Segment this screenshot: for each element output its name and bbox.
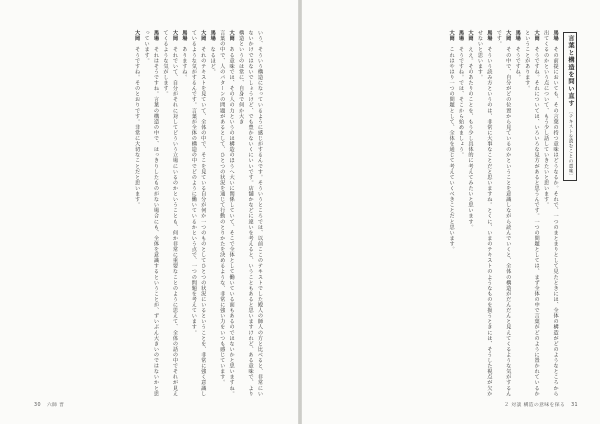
left-page [0, 0, 298, 424]
speaker-label: 大岡 [448, 30, 455, 42]
speaker-label: 馬場 [514, 30, 521, 42]
paragraph [217, 30, 236, 400]
paragraph-text: ある意味では、その人の力というのは構造のほうへ大いに関係していて、そこで全体として働いている面もあるのではないかと思いますね。言葉の中で、人のパターンの問題があるとして、ひとつの状況を通じて行動のとりかたを決めるような、非常に強い力をいつも感じています。 [219, 30, 235, 397]
paragraph [236, 30, 264, 400]
right-page-body [318, 30, 580, 400]
speaker-label: 大岡 [467, 30, 474, 42]
paragraph-text: その中で、自分がどの位置から見ているのかということを意識しながら読んでいくと、全体の構造がだんだんと見えてくるような気がするんです。 [495, 30, 512, 397]
paragraph [474, 30, 493, 400]
speaker-label: 大岡 [200, 30, 207, 42]
speaker-label: 馬場 [552, 30, 559, 42]
speaker-label: 大岡 [171, 30, 178, 42]
speaker-label: 馬場 [153, 30, 160, 42]
paragraph [541, 30, 560, 400]
page-number: 30 [34, 403, 41, 408]
speaker-label: 大岡 [134, 30, 141, 42]
running-head: ２ 対談 構造の意味を探る [504, 403, 566, 408]
paragraph [465, 30, 474, 400]
paragraph-text: そうですね。では、そこから始めましょう。 [458, 46, 465, 158]
paragraph [493, 30, 512, 400]
paragraph-text: ありますね。 [181, 46, 188, 80]
paragraph [188, 30, 207, 400]
section-heading [563, 32, 577, 181]
paragraph [446, 30, 455, 400]
paragraph-text: それはそうですね。言葉の構造の中で、はっきりしたものがない場合にも、全体を意識するということが、ずいぶん大きいのではないかと思っています。 [143, 30, 160, 397]
left-page-footer [34, 401, 64, 408]
paragraph-text: そうですね。それについては、いろいろな見方があると思うんです。一つの問題としては、まず全体の中で言葉がどのように置かれているかということがあります。 [524, 30, 540, 397]
paragraph-text: その前提においても、その言葉の持つ意味はどうなるか。それで、一つのまとまりとして見たときには、全体の構造がどのようなところから出てくるのかという点について、もう少し話していきたいと思います。 [543, 30, 559, 397]
paragraph-text: そういう読み方というのは、非常に大事なことだと思いますね。とくに、いまのテキストのようなものを扱うときには、そうした視点が欠かせないと思います。 [476, 30, 493, 397]
right-page [302, 0, 600, 424]
paragraph-text: それのテキストを見ていて、全体の中で、そこを見ている自分が何か一つのものとしてひとつの状況にいるということを、非常に強く意識しているような気がするんです。言葉が全体の構造の中でどのように働いているかという点で、一つの問題を考えています。 [190, 30, 207, 397]
right-page-footer [504, 401, 578, 408]
paragraph [207, 30, 216, 400]
speaker-label: 馬場 [458, 30, 465, 42]
section-heading-title: 言葉と構造を問い直す [567, 35, 574, 107]
paragraph [512, 30, 521, 400]
paragraph-text: なるほど。 [209, 46, 216, 75]
paragraph [522, 30, 541, 400]
left-page-body [32, 30, 264, 400]
section-heading-subtitle: 〔テキストを読むことの意味〕 [568, 109, 573, 179]
paragraph [456, 30, 465, 400]
paragraph-text: いう、そういう構造になっているように感じがするんです。そういうところでは、以前ここのテキストでした殿人の師人の方と比べると、非常にいないかけではないでしょうけど、でも豊かないくにいいです。店舗かなどに違いを考えると、いうこともあると思いますけれど、ある意味で、より構造というのは常に、自身で何か大き [238, 30, 263, 397]
speaker-label: 大岡 [533, 30, 540, 42]
paragraph-text: そうですね。そのとおりです。非常に大切なことだと思います。 [134, 46, 141, 208]
paragraph [179, 30, 188, 400]
speaker-label: 大岡 [228, 30, 235, 42]
paragraph [160, 30, 179, 400]
paragraph-text: ええ。そのあたりのことを、もう少し具体的に考えてみたいと思います。 [467, 46, 474, 230]
speaker-label: 馬場 [486, 30, 493, 42]
page-number: 31 [571, 403, 578, 408]
paragraph-text: そうですね。 [514, 46, 521, 80]
speaker-label: 馬場 [209, 30, 216, 42]
paragraph [141, 30, 160, 400]
paragraph [132, 30, 141, 400]
speaker-label: 馬場 [181, 30, 188, 42]
speaker-label: 大岡 [505, 30, 512, 42]
paragraph-text: これはやはり一つの問題として、全体を通じて考えていくべきことだと思います。 [448, 46, 455, 253]
running-head: 六師 晋 [46, 403, 65, 408]
paragraph-text: それでいて、自分がそれに対してどういう立場にいるのかということも、何か非常に重要なことのように思えて、全体の話の中でそれが見えてくるような気がします。 [162, 30, 178, 397]
